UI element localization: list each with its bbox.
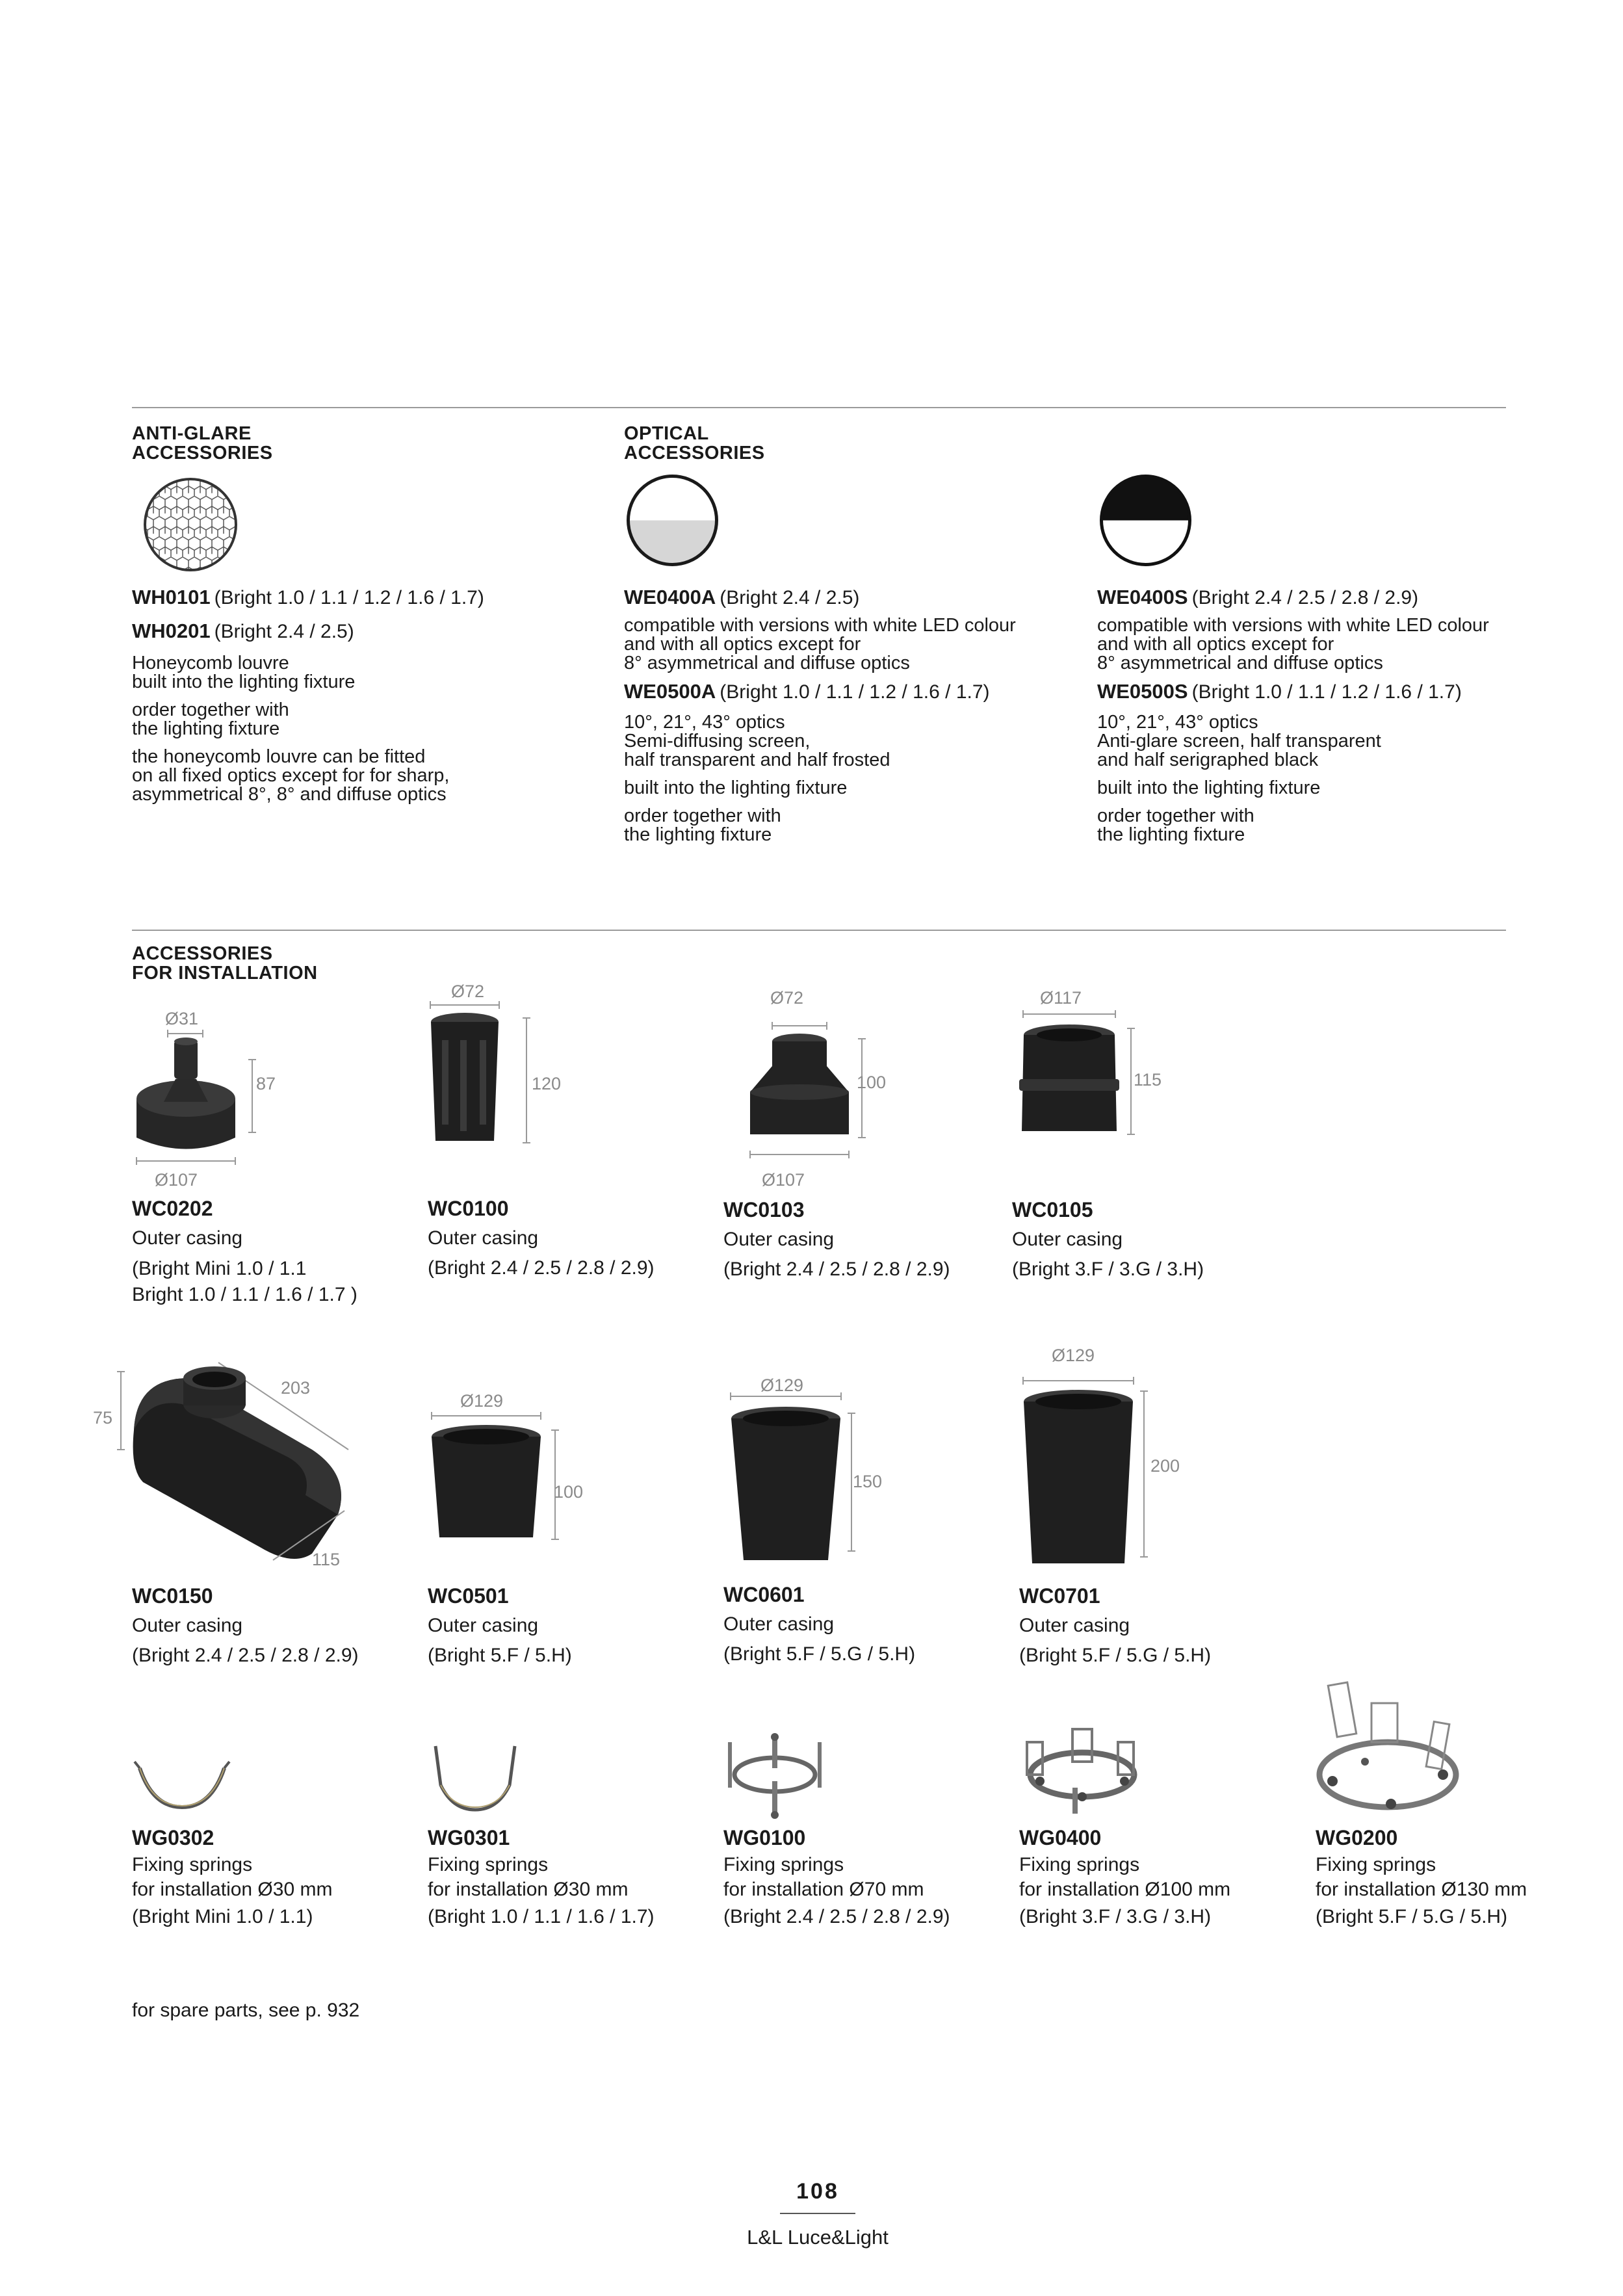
product-wc0103: WC0103 Outer casing (Bright 2.4 / 2.5 / 2.8 / 2.9) (723, 1195, 1016, 1285)
dimension-label: Ø107 (155, 1170, 198, 1190)
brand-footer: L&L Luce&Light (747, 2226, 889, 2249)
product-code: WC0701 (1019, 1584, 1100, 1608)
installation-section-title: ACCESSORIES FOR INSTALLATION (132, 943, 318, 984)
product-code: WG0301 (428, 1826, 510, 1849)
section-divider-installation (132, 930, 1506, 931)
dimension-label: Ø129 (1052, 1346, 1095, 1365)
wc0701-casing-image (1014, 1365, 1163, 1580)
spare-parts-footnote: for spare parts, see p. 932 (132, 2000, 360, 2021)
product-wc0100: WC0100 Outer casing (Bright 2.4 / 2.5 / 2.8 / 2.9) (428, 1194, 720, 1283)
dimension-label: 120 (532, 1074, 562, 1093)
product-code: WG0200 (1316, 1826, 1398, 1849)
product-code: WC0150 (132, 1584, 213, 1608)
product-wc0501: WC0501 Outer casing (Bright 5.F / 5.H) (428, 1581, 720, 1671)
page-number-rule (780, 2213, 855, 2214)
product-code: WC0103 (723, 1198, 805, 1221)
dimension-label: 150 (853, 1472, 883, 1491)
antiglare-section-title: ANTI-GLARE ACCESSORIES (132, 423, 273, 463)
product-code: WE0500S (1097, 680, 1188, 703)
product-code: WC0105 (1012, 1198, 1093, 1221)
product-code: WH0101 (132, 586, 211, 608)
wc0601-casing-image (721, 1378, 871, 1573)
product-code: WC0501 (428, 1584, 509, 1608)
wg0100-spring-image (723, 1729, 827, 1820)
dimension-label: 75 (93, 1408, 113, 1428)
wc0501-casing-image (422, 1398, 572, 1560)
dimension-label: 100 (554, 1482, 584, 1502)
product-wg0200: WG0200 Fixing springs for installation Ø130 mm (Bright 5.F / 5.G / 5.H) (1316, 1823, 1608, 1932)
product-code: WE0400S (1097, 586, 1188, 608)
product-code: WC0601 (723, 1583, 805, 1606)
honeycomb-louvre-icon (142, 476, 239, 573)
product-wg0100: WG0100 Fixing springs for installation Ø70 mm (Bright 2.4 / 2.5 / 2.8 / 2.9) (723, 1823, 1016, 1932)
anti-glare-screen-icon (1098, 473, 1193, 567)
dimension-label: Ø129 (460, 1391, 504, 1411)
product-code: WG0100 (723, 1826, 806, 1849)
antiglare-item-text: WH0101 (Bright 1.0 / 1.1 / 1.2 / 1.6 / 1.7) WH0201 (Bright 2.4 / 2.5) Honeycomb louvre built into the lighting fixture order together with the lighting fixture the honeycomb louvre can be fitted on all fixed optics except for for sharp, asymmetrical 8°, 8° and diffuse optics (132, 586, 484, 805)
dimension-label: 200 (1150, 1456, 1180, 1476)
page-number: 108 (796, 2179, 839, 2204)
dimension-label: 100 (857, 1073, 887, 1092)
product-code: WG0400 (1019, 1826, 1102, 1849)
dimension-label: Ø72 (451, 982, 485, 1001)
optical-semi-diffusing-text: WE0400A (Bright 2.4 / 2.5) compatible with versions with white LED colour and with all optics except for 8° asymmetrical and diffuse optics WE0500A (Bright 1.0 / 1.1 / 1.2 / 1.6 / 1.7) 10°, 21°, 43° optics Semi-diffusing screen, half transparent and half frosted built into the lighting fixture order together with the lighting fixture (624, 586, 1016, 845)
wc0103-casing-image (728, 1001, 871, 1170)
dimension-label: 115 (1134, 1070, 1162, 1089)
wg0302-spring-image (133, 1755, 237, 1814)
product-code: WH0201 (132, 620, 211, 642)
product-wg0400: WG0400 Fixing springs for installation Ø100 mm (Bright 3.F / 3.G / 3.H) (1019, 1823, 1312, 1932)
dimension-label: 115 (312, 1550, 341, 1569)
product-code: WC0100 (428, 1197, 509, 1220)
product-wc0150: WC0150 Outer casing (Bright 2.4 / 2.5 / 2.8 / 2.9) (132, 1581, 424, 1671)
product-code: WE0500A (624, 680, 716, 703)
product-code: WC0202 (132, 1197, 213, 1220)
dimension-label: Ø72 (770, 988, 804, 1008)
dimension-label: 87 (256, 1074, 276, 1093)
optical-section-title: OPTICAL ACCESSORIES (624, 423, 765, 463)
product-code: WE0400A (624, 586, 716, 608)
product-wg0302: WG0302 Fixing springs for installation Ø30 mm (Bright Mini 1.0 / 1.1) (132, 1823, 424, 1932)
product-wc0105: WC0105 Outer casing (Bright 3.F / 3.G / 3.H) (1012, 1195, 1305, 1285)
dimension-label: Ø31 (165, 1009, 199, 1028)
dimension-label: Ø129 (760, 1376, 804, 1395)
dimension-label: Ø107 (762, 1170, 805, 1190)
wg0200-spring-image (1306, 1677, 1469, 1820)
product-wc0202: WC0202 Outer casing (Bright Mini 1.0 / 1.1 Bright 1.0 / 1.1 / 1.6 / 1.7 ) (132, 1194, 424, 1308)
semi-diffusing-screen-icon (625, 473, 720, 567)
dimension-label: 203 (281, 1378, 311, 1398)
dimension-label: Ø117 (1040, 988, 1082, 1008)
product-wc0601: WC0601 Outer casing (Bright 5.F / 5.G / 5.H) (723, 1580, 1016, 1669)
product-wc0701: WC0701 Outer casing (Bright 5.F / 5.G / 5.H) (1019, 1581, 1312, 1671)
wg0301-spring-image (426, 1740, 524, 1818)
product-wg0301: WG0301 Fixing springs for installation Ø30 mm (Bright 1.0 / 1.1 / 1.6 / 1.7) (428, 1823, 720, 1932)
optical-anti-glare-text: WE0400S (Bright 2.4 / 2.5 / 2.8 / 2.9) compatible with versions with white LED colour and with all optics except for 8° asymmetrical and diffuse optics WE0500S (Bright 1.0 / 1.1 / 1.2 / 1.6 / 1.7) 10°, 21°, 43° optics Anti-glare screen, half transparent and half serigraphed black built into the lighting fixture order together with the lighting fixture (1097, 586, 1489, 845)
wg0400-spring-image (1020, 1716, 1144, 1820)
section-divider-top (132, 407, 1506, 408)
product-code: WG0302 (132, 1826, 214, 1849)
